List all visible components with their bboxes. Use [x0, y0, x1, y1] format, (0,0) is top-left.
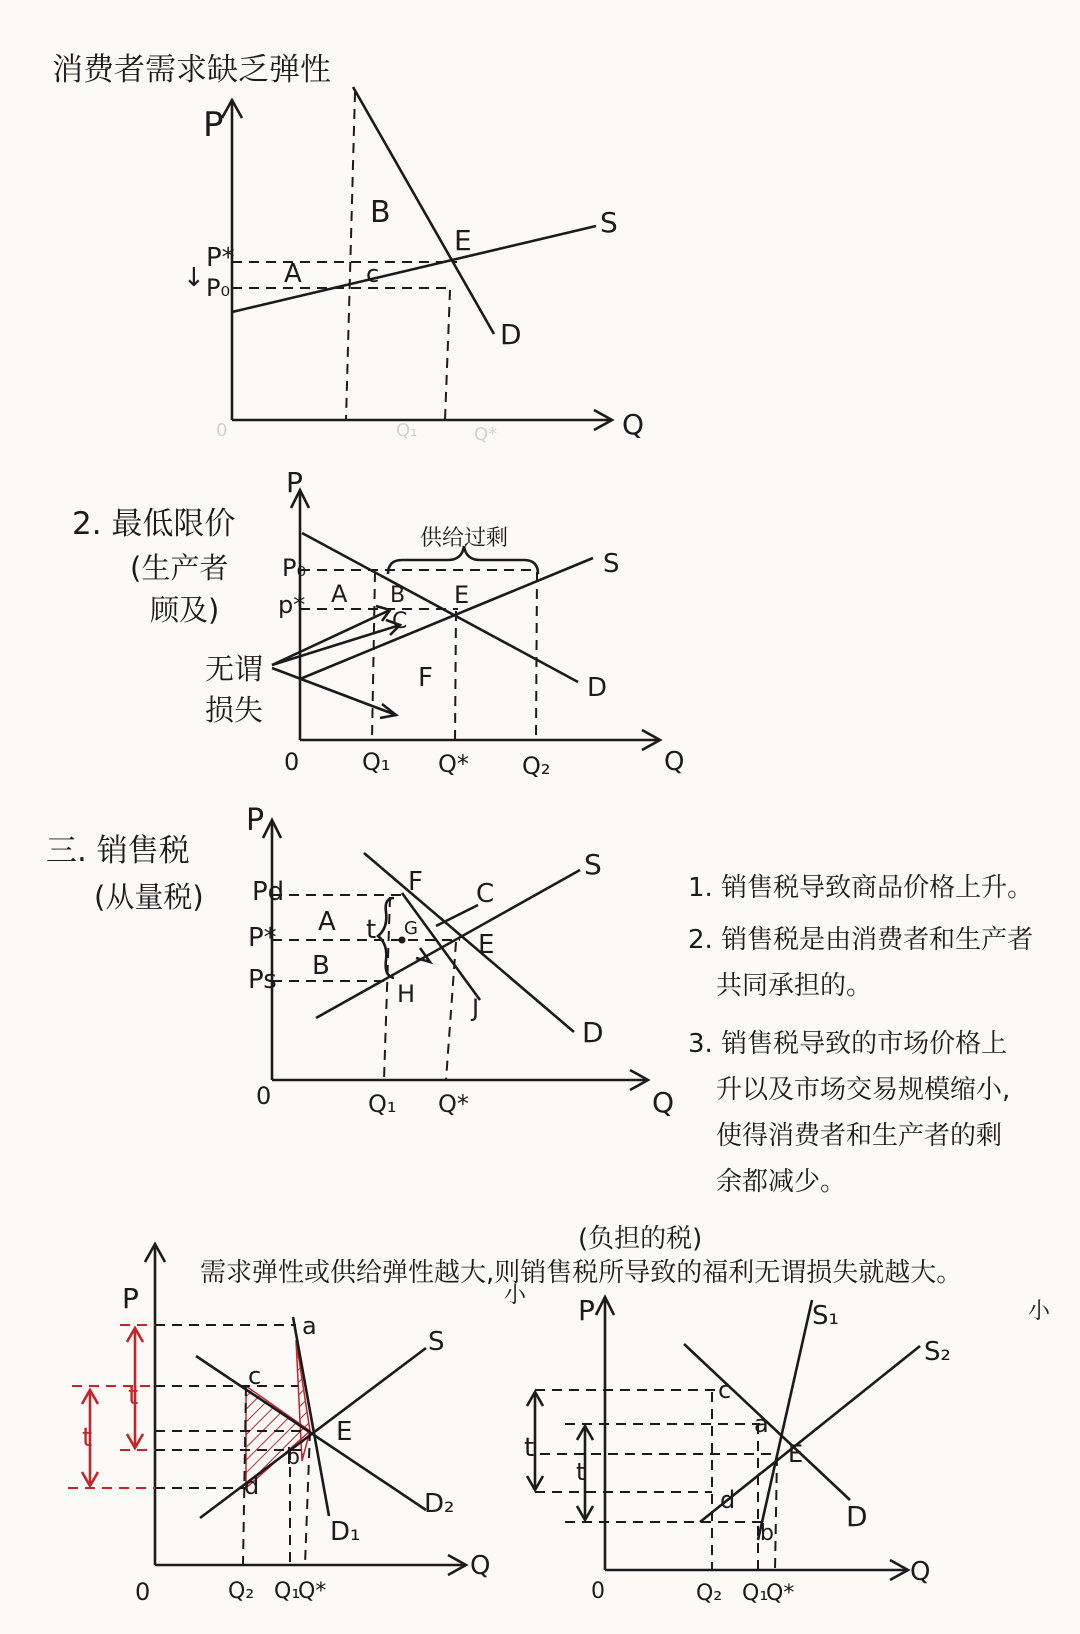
label-area-b: B [370, 195, 391, 230]
section4-heading-small: (负担的税) [578, 1224, 703, 1254]
label-q: Q [910, 1557, 931, 1587]
label-tax-t-left: t [524, 1433, 535, 1463]
label-equilibrium-e: E [788, 1440, 804, 1468]
label-supply-s: S [584, 848, 602, 881]
label-q: Q [470, 1551, 491, 1581]
label-small-right: 小 [1028, 1299, 1051, 1324]
section3-title: 三. 销售税 [46, 833, 190, 869]
label-pstar: P* [206, 243, 235, 273]
label-p0: P₀ [206, 274, 231, 302]
note-3: 3. 销售税导致的市场价格上 [688, 1029, 1008, 1059]
label-p: P [578, 1294, 595, 1327]
label-q2: Q₂ [696, 1581, 723, 1606]
label-qstar: Q* [438, 1090, 469, 1118]
label-origin: 0 [591, 1579, 605, 1604]
label-area-b: B [390, 583, 406, 608]
label-p: P [203, 105, 224, 145]
note-1: 1. 销售税导致商品价格上升。 [688, 873, 1034, 903]
label-pstar: p* [278, 591, 306, 619]
label-ps: Ps [248, 965, 277, 995]
label-q1: Q₁ [368, 1090, 397, 1118]
label-equilibrium-e: E [454, 581, 470, 609]
label-area-g: G [404, 918, 418, 939]
label-demand-d: D [582, 1016, 604, 1049]
label-surplus: 供给过剩 [420, 526, 509, 551]
deadweight-label-line2: 损失 [205, 693, 264, 727]
label-p: P [286, 466, 303, 499]
label-tax-t-right: t [576, 1458, 586, 1486]
label-f: F [408, 867, 423, 897]
label-small-left: 小 [504, 1283, 527, 1308]
label-area-a: A [331, 580, 348, 608]
label-qstar-faint: Q* [474, 424, 498, 445]
deadweight-label-line1: 无谓 [205, 652, 264, 686]
section4-heading: 需求弹性或供给弹性越大,则销售税所导致的福利无谓损失就越大。 [200, 1258, 963, 1288]
section2-subtitle-line2: 顾及) [150, 593, 220, 627]
label-a: a [302, 1312, 317, 1340]
label-j: J [472, 994, 480, 1022]
dash-qstar [775, 1456, 777, 1570]
label-d1: D₁ [330, 1517, 361, 1547]
label-qstar: Q* [438, 750, 469, 778]
label-b: b [286, 1445, 300, 1470]
label-area-c: c [366, 260, 380, 288]
label-demand-d: D [500, 318, 522, 351]
label-p0: P₀ [282, 554, 307, 582]
label-equilibrium-e: E [454, 224, 472, 257]
label-c: C [476, 879, 495, 909]
label-area-f: F [418, 663, 433, 693]
label-origin: 0 [256, 1082, 272, 1110]
label-area-a: A [284, 259, 302, 289]
note-3-cont3: 余都减少。 [716, 1167, 847, 1197]
label-s2: S₂ [924, 1337, 951, 1367]
label-pd: Pd [252, 877, 285, 907]
label-s1: S₁ [812, 1301, 839, 1331]
label-q1: Q₁ [742, 1581, 769, 1606]
label-p: P [122, 1282, 139, 1315]
note-2-cont: 共同承担的。 [716, 971, 873, 1001]
label-demand-d: D [587, 673, 608, 703]
label-area-c: C [392, 609, 408, 634]
label-h: H [397, 980, 416, 1008]
label-supply-s: S [603, 549, 620, 579]
label-q1: Q₁ [274, 1579, 301, 1604]
note-3-cont2: 使得消费者和生产者的剩 [716, 1121, 1003, 1151]
label-supply-s: S [428, 1327, 445, 1357]
label-q1: Q₁ [362, 748, 391, 776]
label-q: Q [652, 1086, 675, 1119]
note-2: 2. 销售税是由消费者和生产者 [688, 925, 1034, 955]
note-3-cont1: 升以及市场交易规模缩小, [716, 1075, 1011, 1105]
label-tax-t-lower: t [82, 1423, 93, 1453]
label-tax-t-upper: t [128, 1381, 139, 1411]
label-q: Q [664, 747, 685, 777]
label-qstar: Q* [766, 1581, 795, 1606]
section1-title: 消费者需求缺乏弹性 [52, 52, 331, 88]
section2-title: 2. 最低限价 [72, 506, 236, 542]
label-d2: D₂ [424, 1489, 455, 1519]
label-area-a: A [318, 907, 336, 937]
label-a: a [754, 1410, 769, 1438]
label-equilibrium-e: E [478, 930, 495, 960]
label-q1-faint: Q₁ [396, 420, 418, 441]
label-supply-s: S [600, 206, 618, 239]
label-p: P [246, 803, 265, 838]
label-d: d [244, 1472, 260, 1500]
label-origin-faint: 0 [216, 420, 228, 441]
label-pstar: P* [248, 923, 277, 953]
label-demand-d: D [846, 1500, 868, 1533]
label-qstar: Q* [298, 1579, 327, 1604]
label-origin: 0 [135, 1578, 151, 1606]
label-b: b [760, 1521, 774, 1546]
label-equilibrium-e: E [336, 1417, 353, 1447]
label-q: Q [622, 408, 645, 441]
label-area-b: B [312, 951, 330, 981]
label-q2: Q₂ [228, 1579, 255, 1604]
label-q2: Q₂ [522, 752, 551, 780]
section2-subtitle-line1: (生产者 [130, 551, 229, 585]
label-tax-t: t [366, 915, 377, 945]
section3-subtitle: (从量税) [94, 880, 204, 914]
label-c: c [248, 1362, 262, 1390]
label-down-arrow: ↓ [183, 263, 205, 293]
label-d: d [720, 1486, 736, 1514]
label-origin: 0 [284, 748, 300, 776]
label-c: c [718, 1376, 732, 1404]
